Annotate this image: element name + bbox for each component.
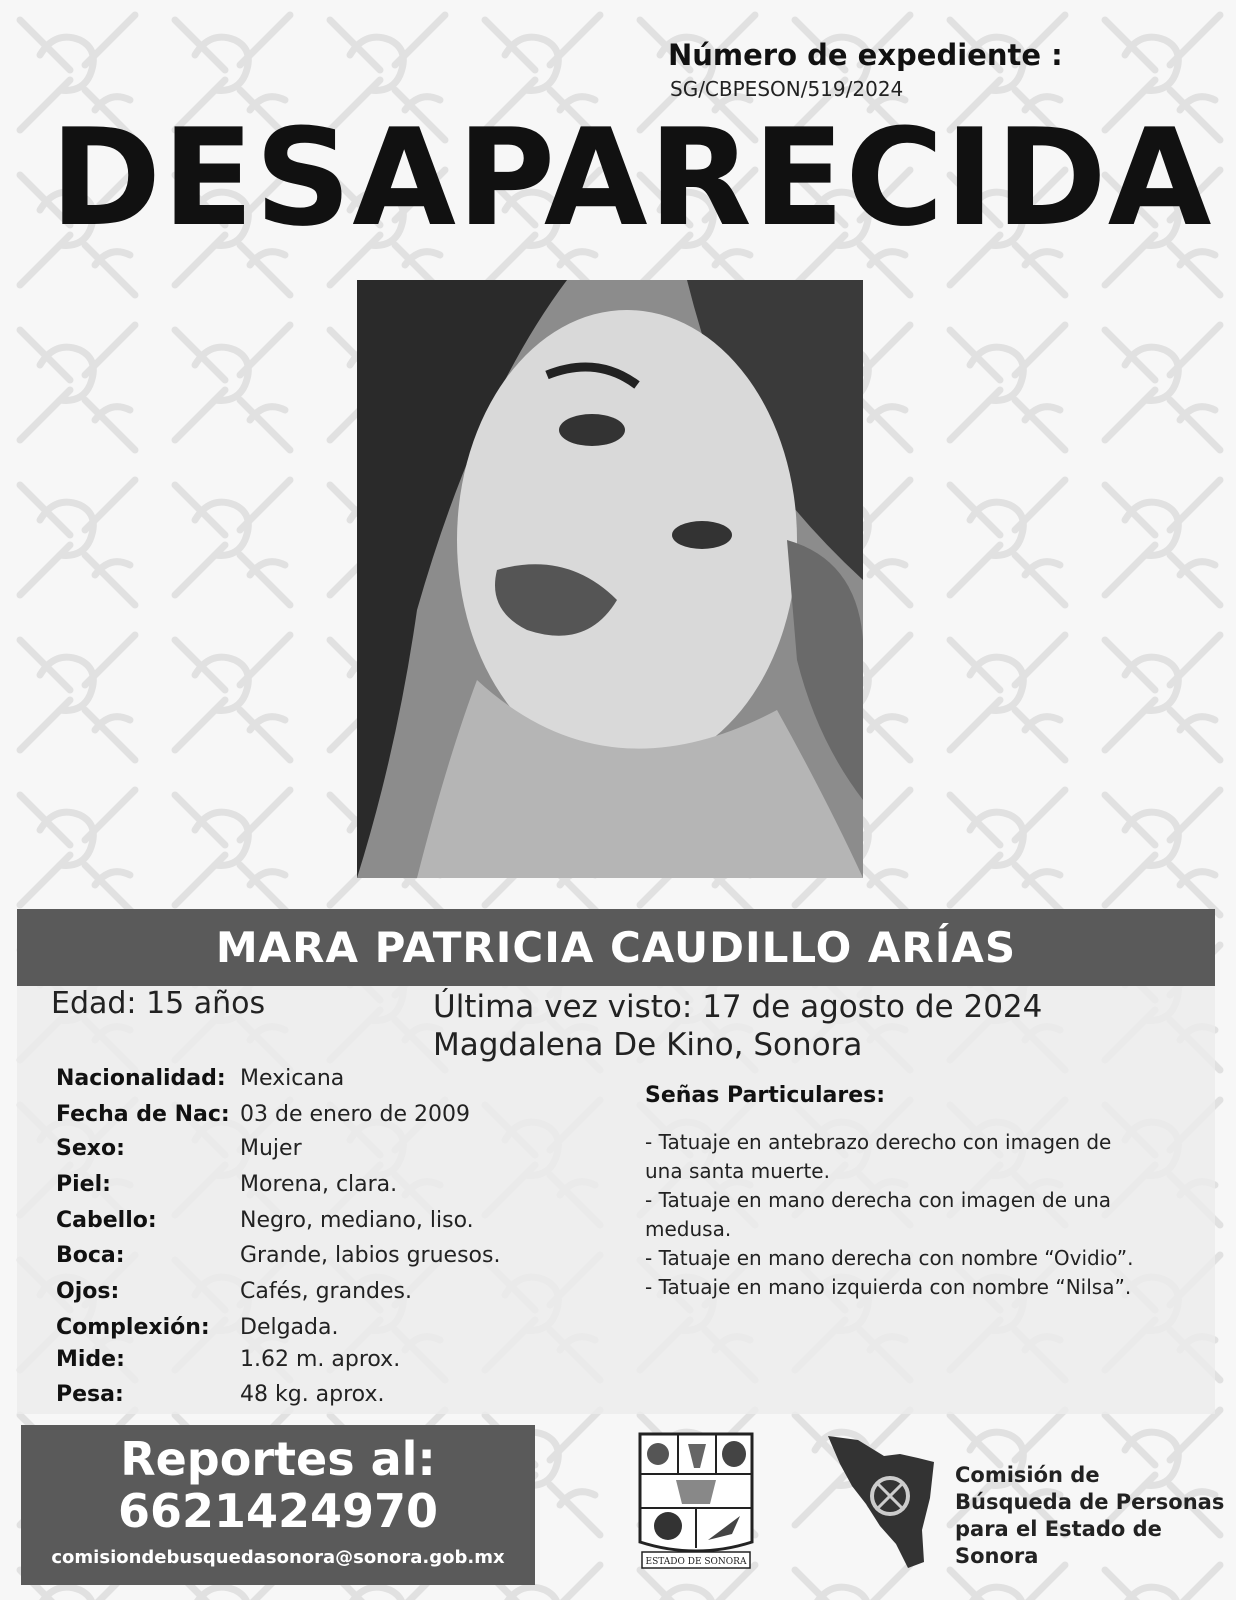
field-label: Complexión: <box>56 1315 210 1340</box>
field-value: 1.62 m. aprox. <box>240 1347 401 1372</box>
commission-name <box>955 1462 1236 1570</box>
sonora-state-crest <box>636 1430 756 1573</box>
field-value: Grande, labios gruesos. <box>240 1243 501 1268</box>
report-label: Reportes al: <box>120 1432 436 1486</box>
field-value: Delgada. <box>240 1315 339 1340</box>
field-label: Boca: <box>56 1243 125 1268</box>
field-label: Mide: <box>56 1347 125 1372</box>
last-seen-block <box>433 988 1042 1064</box>
expediente-number: SG/CBPESON/519/2024 <box>670 77 904 101</box>
field-value: Mujer <box>240 1136 302 1161</box>
field-label: Ojos: <box>56 1279 120 1304</box>
field-value: Negro, mediano, liso. <box>240 1208 474 1233</box>
commission-sonora-map-icon <box>826 1434 936 1570</box>
distinguishing-marks <box>645 1083 1200 1302</box>
field-label: Piel: <box>56 1172 111 1197</box>
crest-caption: ESTADO DE SONORA <box>645 1557 747 1567</box>
field-value: Cafés, grandes. <box>240 1279 412 1304</box>
field-value: Morena, clara. <box>240 1172 398 1197</box>
report-email[interactable]: comisiondebusquedasonora@sonora.gob.mx <box>51 1547 505 1568</box>
distinguishing-marks-title: Señas Particulares: <box>645 1083 886 1108</box>
mark-line: una santa muerte. <box>645 1159 830 1183</box>
field-label: Pesa: <box>56 1382 124 1407</box>
mark-line: medusa. <box>645 1217 732 1241</box>
expediente-label: Número de expediente : <box>668 38 1063 72</box>
field-label: Cabello: <box>56 1208 157 1233</box>
headline-desaparecida: DESAPARECIDA <box>50 100 1213 256</box>
commission-line: Comisión de <box>955 1463 1100 1487</box>
last-seen-date: Última vez visto: 17 de agosto de 2024 <box>433 989 1043 1025</box>
person-name-bar <box>17 909 1215 986</box>
commission-line: para el Estado de Sonora <box>955 1517 1162 1568</box>
mark-line: - Tatuaje en antebrazo derecho con imagen de <box>645 1130 1112 1154</box>
mark-line: - Tatuaje en mano izquierda con nombre “Nilsa”. <box>645 1275 1132 1299</box>
mark-line: - Tatuaje en mano derecha con nombre “Ovidio”. <box>645 1246 1134 1270</box>
missing-person-photo <box>357 280 863 878</box>
field-label: Fecha de Nac: <box>56 1102 230 1127</box>
field-value: 03 de enero de 2009 <box>240 1102 470 1127</box>
report-phone[interactable]: 6621424970 <box>117 1484 439 1538</box>
field-label: Sexo: <box>56 1136 125 1161</box>
age-text: Edad: 15 años <box>51 986 266 1021</box>
field-label: Nacionalidad: <box>56 1066 226 1091</box>
last-seen-location: Magdalena De Kino, Sonora <box>433 1027 863 1063</box>
mark-line: - Tatuaje en mano derecha con imagen de una <box>645 1188 1112 1212</box>
commission-line: Búsqueda de Personas <box>955 1490 1225 1514</box>
field-value: 48 kg. aprox. <box>240 1382 385 1407</box>
report-contact-box <box>21 1425 535 1585</box>
person-name: MARA PATRICIA CAUDILLO ARÍAS <box>215 923 1017 972</box>
field-value: Mexicana <box>240 1066 345 1091</box>
